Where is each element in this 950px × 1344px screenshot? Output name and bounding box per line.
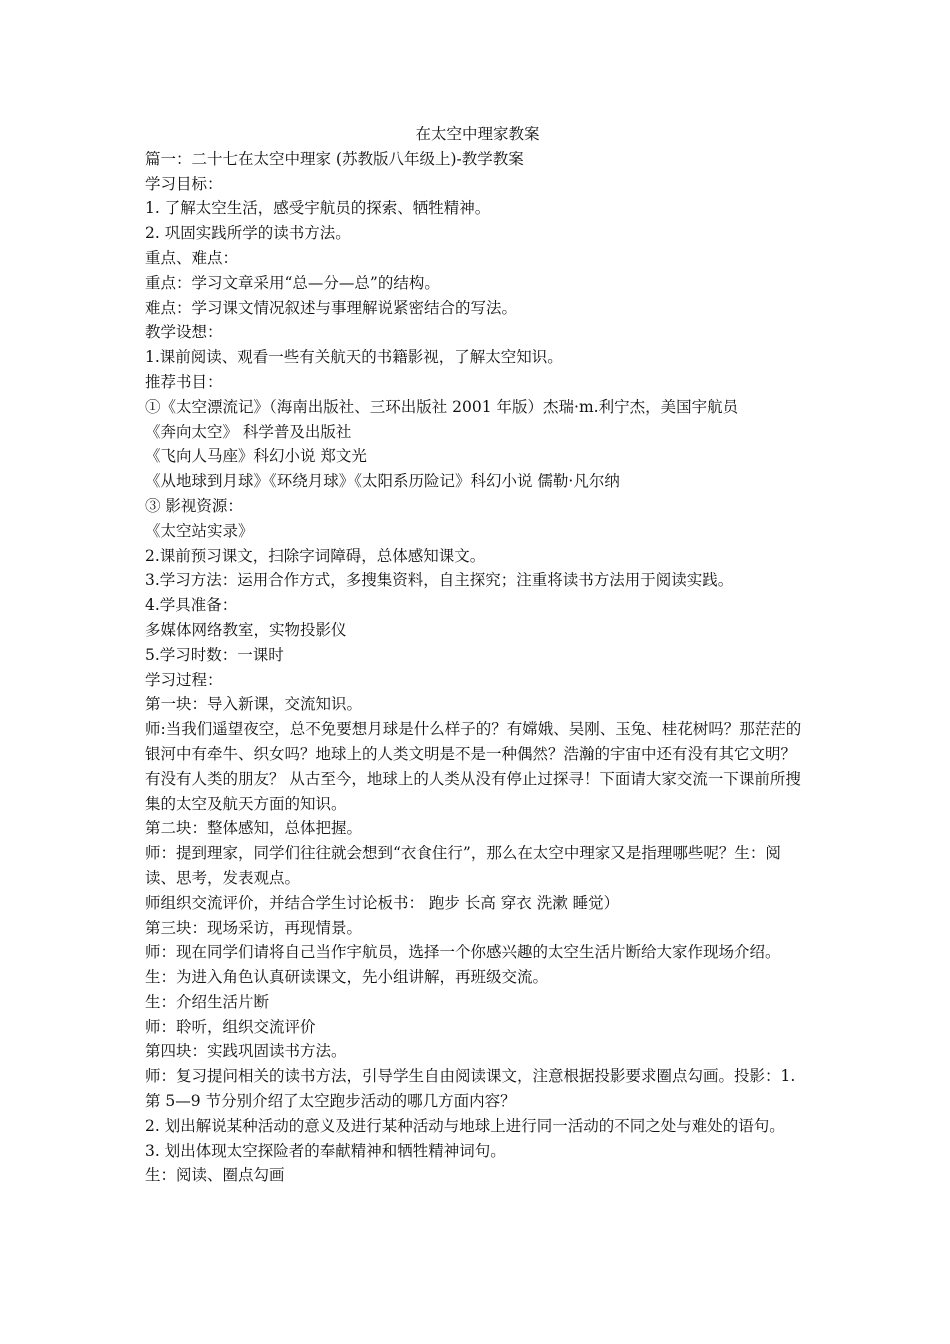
paragraph: 推荐书目： [145,372,223,391]
paragraph: 第二块：整体感知，总体把握。 [145,819,363,838]
paragraph: 《太空站实录》 [145,521,254,540]
paragraph: 5.学习时数：一课时 [145,645,284,664]
paragraph: 《从地球到月球》《环绕月球》《太阳系历险记》科幻小说 儒勒·凡尔纳 [145,472,620,491]
paragraph: 生：阅读、圈点勾画 [145,1166,285,1185]
paragraph: 重点：学习文章采用“总—分—总”的结构。 [145,273,440,292]
paragraph: 生：介绍生活片断 [145,992,270,1011]
paragraph: 第一块：导入新课，交流知识。 [145,695,363,714]
paragraph: 第三块：现场采访，再现情景。 [145,918,363,937]
paragraph: 1.课前阅读、观看一些有关航天的书籍影视，了解太空知识。 [145,348,563,367]
paragraph: 师组织交流评价，并结合学生讨论板书： 跑步 长高 穿衣 洗漱 睡觉） [145,893,620,912]
paragraph: 《飞向人马座》科幻小说 郑文光 [145,447,367,466]
paragraph: ①《太空漂流记》（海南出版社、三环出版社 2001 年版）杰瑞·m.利宁杰，美国宇航员 [145,397,739,416]
paragraph: 学习目标： [145,174,223,193]
paragraph: 《奔向太空》 科学普及出版社 [145,422,352,441]
paragraph: 学习过程： [145,670,223,689]
paragraph: 2. 划出解说某种活动的意义及进行某种活动与地球上进行同一活动的不同之处与难处的语句。 [145,1116,785,1135]
paragraph: 师：现在同学们请将自己当作宇航员，选择一个你感兴趣的太空生活片断给大家作现场介绍。 生：为进入角色认真研读课文，先小组讲解，再班级交流。 [145,943,781,987]
paragraph: 1. 了解太空生活，感受宇航员的探索、牺牲精神。 [145,199,491,218]
paragraph: 师：提到理家，同学们往往就会想到“衣食住行”，那么在太空中理家又是指理哪些呢？生：阅读、思考，发表观点。 [145,844,781,887]
paragraph: 3. 划出体现太空探险者的奉献精神和牺牲精神词句。 [145,1141,506,1160]
paragraph: 难点：学习课文情况叙述与事理解说紧密结合的写法。 [145,298,518,317]
paragraph: 多媒体网络教室，实物投影仪 [145,620,347,639]
paragraph: 2. 巩固实践所学的读书方法。 [145,224,351,243]
paragraph: 重点、难点： [145,248,239,267]
paragraph: 师：复习提问相关的读书方法，引导学生自由阅读课文，注意根据投影要求圈点勾画。投影：1.第 5—9 节分别介绍了太空跑步活动的哪几方面内容？ [145,1067,796,1111]
paragraph: 2.课前预习课文，扫除字词障碍，总体感知课文。 [145,546,486,565]
paragraph: 教学设想： [145,323,223,342]
paragraph: 4.学具准备： [145,596,238,615]
paragraph: 师:当我们遥望夜空，总不免要想月球是什么样子的？有嫦娥、吴刚、玉兔、桂花树吗？那茫茫的银河中有牵牛、织女吗？地球上的人类文明是不是一种偶然？浩瀚的宇宙中还有没有其它文明？有没有人类的朋友？ 从古至今，地球上的人类从没有停止过探寻！下面请大家交流一下课前所搜集的太空及航天方面的知识。 [145,720,802,813]
paragraph: ③ 影视资源： [145,496,243,515]
paragraph: 师：聆听，组织交流评价 [145,1017,316,1036]
paragraph: 第四块：实践巩固读书方法。 [145,1042,347,1061]
paragraph: 3.学习方法：运用合作方式，多搜集资料，自主探究；注重将读书方法用于阅读实践。 [145,571,734,590]
document-title: 在太空中理家教案 [415,125,540,143]
document-body [145,122,810,1188]
paragraph: 篇一：二十七在太空中理家 (苏教版八年级上)-教学教案 [145,149,524,168]
